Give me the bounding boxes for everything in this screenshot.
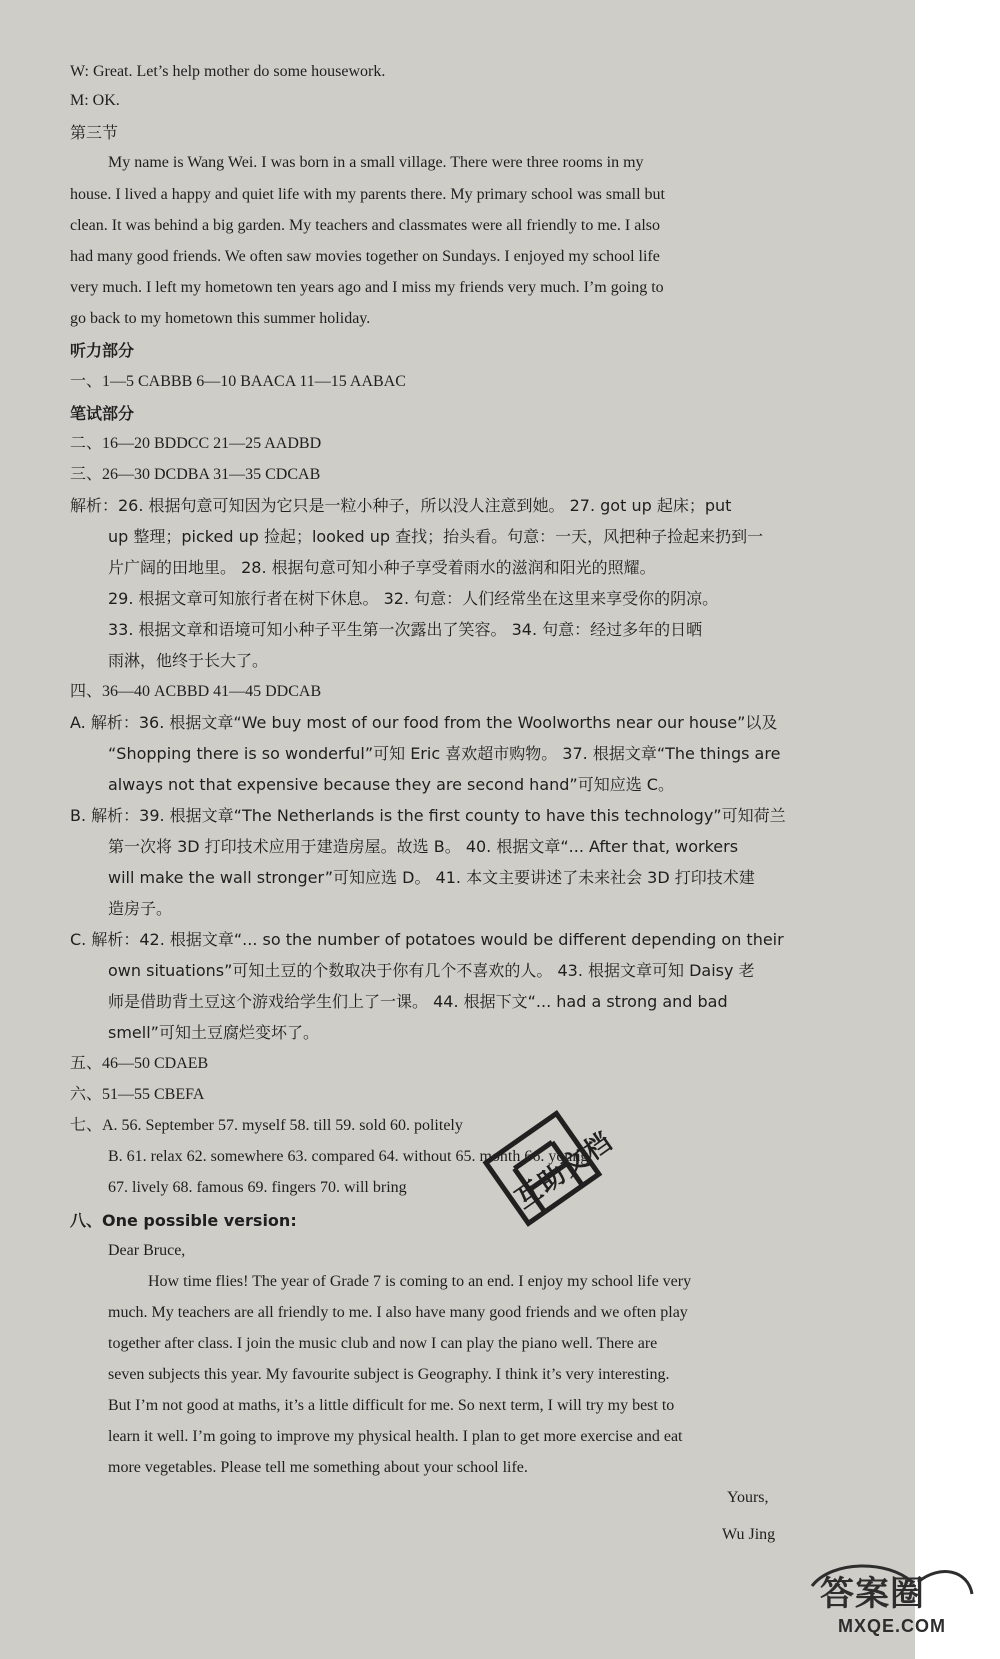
explanation-line: B. 解析：39. 根据文章“The Netherlands is the first county to have this technology”可知荷兰 <box>70 806 786 825</box>
explanation-line: “Shopping there is so wonderful”可知 Eric 喜欢超市购物。 37. 根据文章“The things are <box>108 744 781 763</box>
letter-line: How time flies! The year of Grade 7 is coming to an end. I enjoy my school life very <box>148 1273 692 1290</box>
passage-line: clean. It was behind a big garden. My teachers and classmates were all friendly to me. I also <box>70 217 661 234</box>
passage-line: My name is Wang Wei. I was born in a small village. There were three rooms in my <box>108 154 644 171</box>
explanation-line: 片广阔的田地里。 28. 根据句意可知小种子享受着雨水的滋润和阳光的照耀。 <box>108 558 656 577</box>
letter-line: more vegetables. Please tell me something about your school life. <box>108 1459 528 1476</box>
explanation-line: 造房子。 <box>108 899 173 918</box>
explanation-line: C. 解析：42. 根据文章“... so the number of potatoes would be different depending on their <box>70 930 784 949</box>
site-watermark <box>800 1552 986 1647</box>
explanation-line: own situations”可知土豆的个数取决于你有几个不喜欢的人。 43. 根据文章可知 Daisy 老 <box>108 961 755 980</box>
answer-key-line: 四、36—40 ACBBD 41—45 DDCAB <box>70 683 322 700</box>
letter-line: learn it well. I’m going to improve my physical health. I plan to get more exercise and eat <box>108 1428 683 1445</box>
letter-closing: Yours, <box>727 1489 769 1506</box>
writing-heading: 八、One possible version: <box>70 1211 297 1230</box>
answer-key-line: 六、51—55 CBEFA <box>70 1086 205 1103</box>
explanation-line: 33. 根据文章和语境可知小种子平生第一次露出了笑容。 34. 句意：经过多年的日晒 <box>108 620 703 639</box>
explanation-line: 解析：26. 根据句意可知因为它只是一粒小种子，所以没人注意到她。 27. got up 起床；put <box>70 496 732 515</box>
letter-line: together after class. I join the music club and now I can play the piano well. There are <box>108 1335 658 1352</box>
passage-line: house. I lived a happy and quiet life with my parents there. My primary school was small but <box>70 186 665 203</box>
passage-line: very much. I left my hometown ten years ago and I miss my friends very much. I’m going to <box>70 279 664 296</box>
explanation-line: always not that expensive because they are second hand”可知应选 C。 <box>108 775 674 794</box>
answer-key-line: 五、46—50 CDAEB <box>70 1055 209 1072</box>
watermark-url: MXQE.COM <box>838 1616 947 1636</box>
letter-line: much. My teachers are all friendly to me. I also have many good friends and we often play <box>108 1304 688 1321</box>
answer-key-line: 二、16—20 BDDCC 21—25 AADBD <box>70 435 322 452</box>
answer-key-line: B. 61. relax 62. somewhere 63. compared 64. without 65. month 66. young <box>108 1148 589 1165</box>
answer-key-line: 67. lively 68. famous 69. fingers 70. will bring <box>108 1179 407 1196</box>
section-heading: 第三节 <box>70 123 119 142</box>
explanation-line: 29. 根据文章可知旅行者在树下休息。 32. 句意：人们经常坐在这里来享受你的阴凉。 <box>108 589 719 608</box>
explanation-line: smell”可知土豆腐烂变坏了。 <box>108 1023 319 1042</box>
letter-line: seven subjects this year. My favourite subject is Geography. I think it’s very interesting. <box>108 1366 670 1383</box>
part-heading-listening: 听力部分 <box>70 341 135 360</box>
dialogue-m-line: M: OK. <box>70 92 120 109</box>
part-heading-written: 笔试部分 <box>70 404 135 423</box>
passage-line: go back to my hometown this summer holiday. <box>70 310 371 327</box>
letter-signature: Wu Jing <box>722 1526 776 1543</box>
dialogue-w-line: W: Great. Let’s help mother do some housework. <box>70 63 386 80</box>
letter-greeting: Dear Bruce, <box>108 1242 186 1259</box>
watermark-title: 答案圈 <box>820 1574 925 1614</box>
answer-key-line: 七、A. 56. September 57. myself 58. till 59. sold 60. politely <box>70 1117 463 1134</box>
explanation-line: 师是借助背土豆这个游戏给学生们上了一课。 44. 根据下文“... had a strong and bad <box>108 992 728 1011</box>
answer-key-line: 三、26—30 DCDBA 31—35 CDCAB <box>70 466 321 483</box>
passage-line: had many good friends. We often saw movies together on Sundays. I enjoyed my school life <box>70 248 660 265</box>
explanation-line: will make the wall stronger”可知应选 D。 41. 本文主要讲述了未来社会 3D 打印技术建 <box>108 868 755 887</box>
letter-line: But I’m not good at maths, it’s a little difficult for me. So next term, I will try my best to <box>108 1397 675 1414</box>
explanation-line: 第一次将 3D 打印技术应用于建造房屋。故选 B。 40. 根据文章“... After that, workers <box>108 837 739 856</box>
answer-key-line: 一、1—5 CABBB 6—10 BAACA 11—15 AABAC <box>70 373 406 390</box>
explanation-line: A. 解析：36. 根据文章“We buy most of our food from the Woolworths near our house”以及 <box>70 713 778 732</box>
explanation-line: up 整理；picked up 捡起；looked up 查找；抬头看。句意：一天，风把种子捡起来扔到一 <box>108 527 764 546</box>
stamp-label: 互助文档 <box>509 1126 619 1215</box>
explanation-line: 雨淋，他终于长大了。 <box>108 651 269 670</box>
